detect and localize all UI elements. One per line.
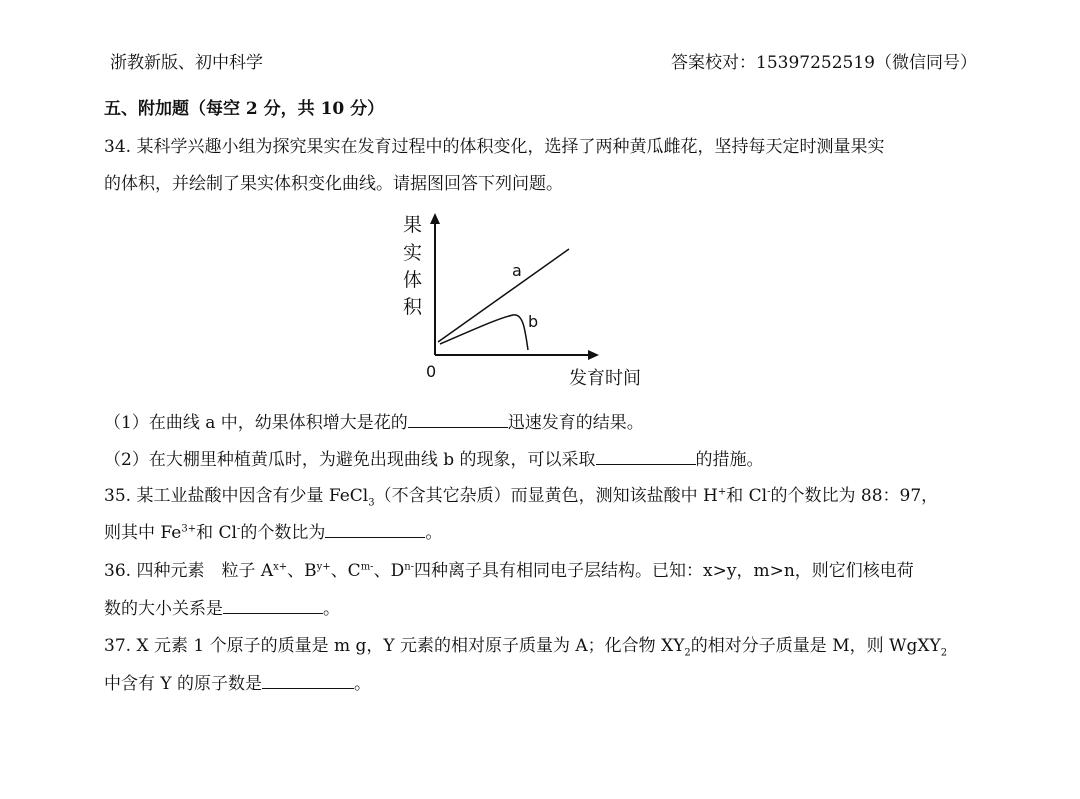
ylabel-char: 实 (403, 242, 423, 264)
answer-blank[interactable] (223, 596, 323, 614)
q34-line2: 的体积，并绘制了果实体积变化曲线。请据图回答下列问题。 (104, 174, 563, 194)
q35-text: 和 Cl (726, 486, 768, 506)
q37-line2 (104, 671, 371, 696)
series-b-label: b (528, 312, 539, 331)
answer-blank[interactable] (262, 671, 354, 689)
q37-text: 37. X 元素 1 个原子的质量是 m g，Y 元素的相对原子质量为 A；化合物 XY (104, 636, 685, 656)
xlabel: 发育时间 (569, 368, 641, 389)
q35-text: 和 Cl (196, 523, 237, 543)
q36-text: 、B (287, 561, 317, 581)
answer-blank[interactable] (325, 520, 425, 538)
series-b-line (440, 315, 528, 350)
q35-text: 35. 某工业盐酸中因含有少量 FeCl (104, 486, 369, 506)
q34-part1-text-end: 迅速发育的结果。 (507, 413, 644, 433)
subscript: 2 (940, 647, 948, 659)
header-left: 浙教新版、初中科学 (110, 53, 263, 73)
fruit-volume-chart (395, 205, 665, 391)
subscript: 3 (368, 497, 375, 509)
series-a-line (438, 249, 569, 342)
q35-line1 (104, 484, 938, 508)
q34-part1 (104, 410, 644, 435)
superscript: x+ (273, 561, 288, 573)
q34-part2-text: （2）在大棚里种植黄瓜时，为避免出现曲线 b 的现象，可以采取 (104, 450, 596, 470)
q35-text: 的个数比为 88：97， (770, 486, 939, 506)
q34-part2 (104, 447, 764, 472)
q36-line1 (104, 559, 914, 583)
header-right: 答案校对：15397252519（微信同号） (671, 53, 977, 73)
section-title: 五、附加题（每空 2 分，共 10 分） (104, 99, 385, 119)
origin-label: 0 (426, 362, 437, 381)
ylabel-char: 果 (403, 214, 423, 236)
q36-text: 、D (373, 561, 405, 581)
q35-text: 。 (425, 523, 443, 543)
q37-text: 中含有 Y 的原子数是 (104, 674, 263, 694)
q36-text: 。 (323, 599, 340, 619)
q37-text: 的相对分子质量是 M，则 WgXY (690, 636, 941, 656)
superscript: m- (360, 561, 374, 573)
q34-line1: 34. 某科学兴趣小组为探究果实在发育过程中的体积变化，选择了两种黄瓜雌花，坚持每天定时测量果实 (104, 137, 885, 157)
answer-blank[interactable] (596, 447, 696, 465)
superscript: - (236, 523, 241, 535)
q36-text: 数的大小关系是 (104, 599, 223, 619)
q37-line1 (104, 634, 947, 658)
superscript: + (717, 486, 727, 498)
ylabel-char: 体 (403, 269, 423, 291)
q37-text: 。 (354, 674, 372, 694)
q36-text: 36. 四种元素 粒子 A (104, 561, 274, 581)
q35-text: 的个数比为 (240, 523, 326, 543)
answer-blank[interactable] (408, 410, 508, 428)
q35-text: （不含其它杂质）而显黄色，测知该盐酸中 H (374, 486, 718, 506)
subscript: 2 (684, 647, 691, 659)
series-a-label: a (512, 261, 522, 280)
ylabel-char: 积 (403, 296, 423, 318)
superscript: - (767, 486, 771, 498)
q35-text: 则其中 Fe (104, 523, 182, 543)
y-axis-arrow (430, 213, 440, 224)
superscript: y+ (316, 561, 331, 573)
q36-text: 、C (330, 561, 361, 581)
q36-text: 四种离子具有相同电子层结构。已知：x>y，m>n，则它们核电荷 (414, 561, 914, 581)
q34-part2-text-end: 的措施。 (695, 450, 764, 470)
superscript: n- (404, 561, 415, 573)
superscript: 3+ (181, 523, 197, 535)
q35-line2 (104, 520, 442, 545)
x-axis-arrow (588, 350, 599, 360)
q36-line2 (104, 596, 340, 621)
q34-part1-text: （1）在曲线 a 中，幼果体积增大是花的 (104, 413, 408, 433)
